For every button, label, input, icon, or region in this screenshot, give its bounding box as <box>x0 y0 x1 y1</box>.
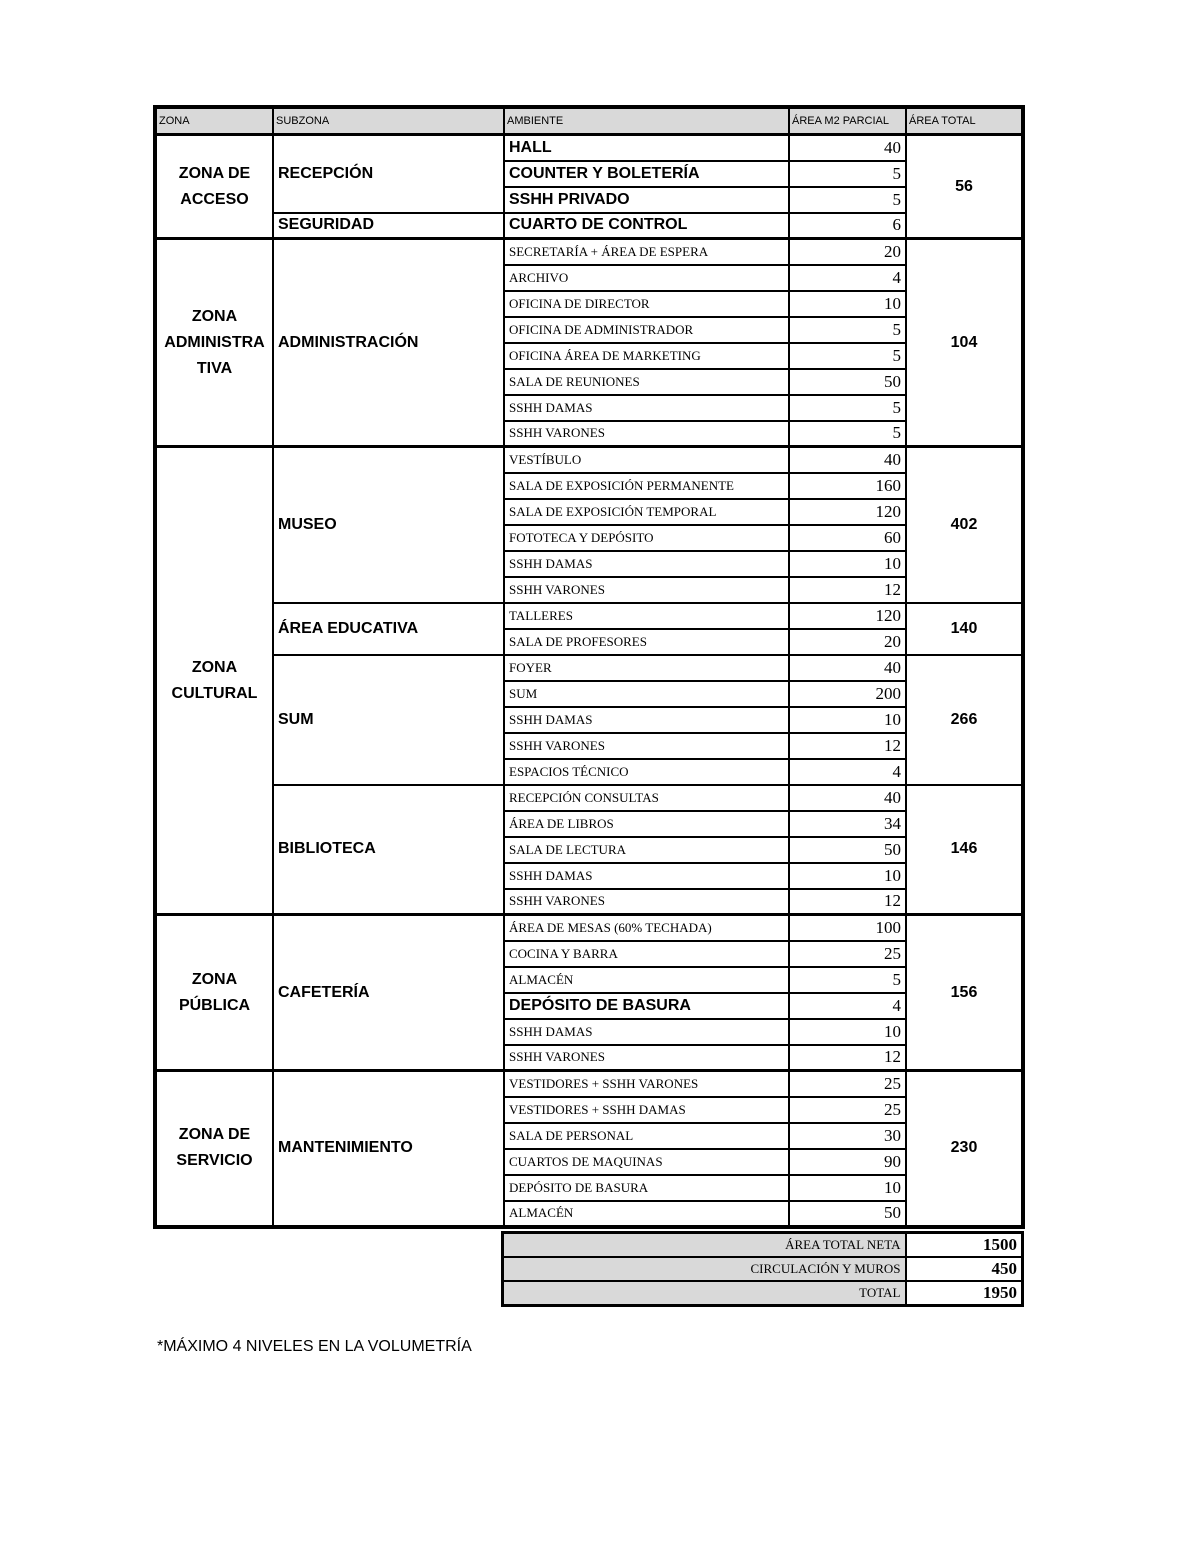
zona-cell: ZONA ADMINISTRA TIVA <box>155 239 273 447</box>
header-row <box>155 107 1023 135</box>
area-total-cell: 402 <box>906 447 1023 603</box>
table-row <box>155 655 1023 681</box>
zona-group <box>155 135 1023 239</box>
ambiente-cell: VESTIDORES + SSHH DAMAS <box>504 1097 789 1123</box>
ambiente-cell: HALL <box>504 135 789 161</box>
summary-label: ÁREA TOTAL NETA <box>503 1233 906 1258</box>
table-row <box>155 213 1023 239</box>
area-parcial-cell: 40 <box>789 655 906 681</box>
area-parcial-cell: 60 <box>789 525 906 551</box>
ambiente-cell: TALLERES <box>504 603 789 629</box>
ambiente-cell: SSHH VARONES <box>504 733 789 759</box>
area-parcial-cell: 12 <box>789 1045 906 1071</box>
ambiente-cell: SALA DE REUNIONES <box>504 369 789 395</box>
subzona-cell: MUSEO <box>273 447 504 603</box>
area-parcial-cell: 50 <box>789 369 906 395</box>
area-parcial-cell: 10 <box>789 291 906 317</box>
header-area-parcial: ÁREA M2 PARCIAL <box>789 107 906 135</box>
area-parcial-cell: 6 <box>789 213 906 239</box>
area-total-cell: 140 <box>906 603 1023 655</box>
area-parcial-cell: 20 <box>789 629 906 655</box>
table-row <box>155 135 1023 161</box>
zona-cell: ZONA DE SERVICIO <box>155 1071 273 1227</box>
ambiente-cell: DEPÓSITO DE BASURA <box>504 1175 789 1201</box>
area-parcial-cell: 4 <box>789 993 906 1019</box>
area-parcial-cell: 12 <box>789 889 906 915</box>
summary-label: CIRCULACIÓN Y MUROS <box>503 1257 906 1281</box>
area-parcial-cell: 25 <box>789 1097 906 1123</box>
table-row <box>155 447 1023 473</box>
ambiente-cell: SSHH VARONES <box>504 889 789 915</box>
subzona-cell: SEGURIDAD <box>273 213 504 239</box>
subzona-cell: SUM <box>273 655 504 785</box>
ambiente-cell: SSHH DAMAS <box>504 1019 789 1045</box>
area-total-cell: 156 <box>906 915 1023 1071</box>
table-row <box>155 785 1023 811</box>
ambiente-cell: SALA DE LECTURA <box>504 837 789 863</box>
ambiente-cell: SALA DE PROFESORES <box>504 629 789 655</box>
area-parcial-cell: 4 <box>789 265 906 291</box>
area-parcial-cell: 5 <box>789 161 906 187</box>
ambiente-cell: SSHH DAMAS <box>504 707 789 733</box>
area-parcial-cell: 50 <box>789 837 906 863</box>
ambiente-cell: VESTIDORES + SSHH VARONES <box>504 1071 789 1097</box>
ambiente-cell: SSHH VARONES <box>504 1045 789 1071</box>
area-parcial-cell: 200 <box>789 681 906 707</box>
ambiente-cell: SECRETARÍA + ÁREA DE ESPERA <box>504 239 789 265</box>
ambiente-cell: ALMACÉN <box>504 1201 789 1227</box>
summary-row-total <box>503 1281 1023 1306</box>
area-total-cell: 266 <box>906 655 1023 785</box>
area-parcial-cell: 10 <box>789 863 906 889</box>
header-subzona: SUBZONA <box>273 107 504 135</box>
area-parcial-cell: 100 <box>789 915 906 941</box>
subzona-cell: CAFETERÍA <box>273 915 504 1071</box>
area-parcial-cell: 90 <box>789 1149 906 1175</box>
area-parcial-cell: 10 <box>789 707 906 733</box>
zona-cell: ZONA PÚBLICA <box>155 915 273 1071</box>
area-parcial-cell: 40 <box>789 785 906 811</box>
area-parcial-cell: 20 <box>789 239 906 265</box>
area-parcial-cell: 160 <box>789 473 906 499</box>
footnote: *MÁXIMO 4 NIVELES EN LA VOLUMETRÍA <box>157 1338 472 1355</box>
area-total-cell: 230 <box>906 1071 1023 1227</box>
subzona-cell: MANTENIMIENTO <box>273 1071 504 1227</box>
zona-cell: ZONA CULTURAL <box>155 447 273 915</box>
ambiente-cell: SALA DE PERSONAL <box>504 1123 789 1149</box>
summary-row-neta <box>503 1233 1023 1258</box>
area-parcial-cell: 4 <box>789 759 906 785</box>
ambiente-cell: ÁREA DE MESAS (60% TECHADA) <box>504 915 789 941</box>
summary-value: 1950 <box>906 1281 1023 1306</box>
ambiente-cell: OFICINA DE ADMINISTRADOR <box>504 317 789 343</box>
ambiente-cell: DEPÓSITO DE BASURA <box>504 993 789 1019</box>
area-total-cell: 56 <box>906 135 1023 239</box>
ambiente-cell: SALA DE EXPOSICIÓN PERMANENTE <box>504 473 789 499</box>
header-ambiente: AMBIENTE <box>504 107 789 135</box>
ambiente-cell: COUNTER Y BOLETERÍA <box>504 161 789 187</box>
ambiente-cell: CUARTOS DE MAQUINAS <box>504 1149 789 1175</box>
ambiente-cell: OFICINA ÁREA DE MARKETING <box>504 343 789 369</box>
ambiente-cell: OFICINA DE DIRECTOR <box>504 291 789 317</box>
ambiente-cell: SSHH PRIVADO <box>504 187 789 213</box>
subzona-cell: BIBLIOTECA <box>273 785 504 915</box>
area-parcial-cell: 12 <box>789 733 906 759</box>
ambiente-cell: RECEPCIÓN CONSULTAS <box>504 785 789 811</box>
ambiente-cell: FOTOTECA Y DEPÓSITO <box>504 525 789 551</box>
area-parcial-cell: 30 <box>789 1123 906 1149</box>
zona-group <box>155 1071 1023 1227</box>
area-parcial-cell: 10 <box>789 1175 906 1201</box>
area-parcial-cell: 25 <box>789 1071 906 1097</box>
ambiente-cell: SSHH VARONES <box>504 577 789 603</box>
ambiente-cell: SSHH VARONES <box>504 421 789 447</box>
zona-group <box>155 239 1023 447</box>
subzona-cell: ÁREA EDUCATIVA <box>273 603 504 655</box>
ambiente-cell: COCINA Y BARRA <box>504 941 789 967</box>
summary-table <box>501 1231 1024 1307</box>
table-row <box>155 915 1023 941</box>
area-parcial-cell: 5 <box>789 395 906 421</box>
area-parcial-cell: 5 <box>789 343 906 369</box>
area-parcial-cell: 120 <box>789 603 906 629</box>
area-parcial-cell: 5 <box>789 317 906 343</box>
area-parcial-cell: 10 <box>789 1019 906 1045</box>
area-parcial-cell: 5 <box>789 421 906 447</box>
summary-value: 1500 <box>906 1233 1023 1258</box>
ambiente-cell: FOYER <box>504 655 789 681</box>
subzona-cell: RECEPCIÓN <box>273 135 504 213</box>
summary-row-circulacion <box>503 1257 1023 1281</box>
ambiente-cell: ARCHIVO <box>504 265 789 291</box>
area-total-cell: 146 <box>906 785 1023 915</box>
area-parcial-cell: 50 <box>789 1201 906 1227</box>
table-row <box>155 1071 1023 1097</box>
header-zona: ZONA <box>155 107 273 135</box>
area-parcial-cell: 25 <box>789 941 906 967</box>
area-parcial-cell: 34 <box>789 811 906 837</box>
ambiente-cell: SUM <box>504 681 789 707</box>
area-parcial-cell: 120 <box>789 499 906 525</box>
zona-cell: ZONA DE ACCESO <box>155 135 273 239</box>
ambiente-cell: SSHH DAMAS <box>504 395 789 421</box>
area-program-table <box>153 105 1025 1229</box>
area-parcial-cell: 40 <box>789 447 906 473</box>
header-area-total: ÁREA TOTAL <box>906 107 1023 135</box>
summary-label: TOTAL <box>503 1281 906 1306</box>
ambiente-cell: VESTÍBULO <box>504 447 789 473</box>
ambiente-cell: ALMACÉN <box>504 967 789 993</box>
area-parcial-cell: 5 <box>789 967 906 993</box>
area-parcial-cell: 10 <box>789 551 906 577</box>
subzona-cell: ADMINISTRACIÓN <box>273 239 504 447</box>
area-total-cell: 104 <box>906 239 1023 447</box>
area-parcial-cell: 5 <box>789 187 906 213</box>
area-parcial-cell: 40 <box>789 135 906 161</box>
ambiente-cell: SSHH DAMAS <box>504 863 789 889</box>
ambiente-cell: ESPACIOS TÉCNICO <box>504 759 789 785</box>
ambiente-cell: SSHH DAMAS <box>504 551 789 577</box>
table-row <box>155 239 1023 265</box>
summary-value: 450 <box>906 1257 1023 1281</box>
ambiente-cell: ÁREA DE LIBROS <box>504 811 789 837</box>
zona-group <box>155 915 1023 1071</box>
ambiente-cell: CUARTO DE CONTROL <box>504 213 789 239</box>
zona-group <box>155 447 1023 915</box>
area-parcial-cell: 12 <box>789 577 906 603</box>
ambiente-cell: SALA DE EXPOSICIÓN TEMPORAL <box>504 499 789 525</box>
table-row <box>155 603 1023 629</box>
